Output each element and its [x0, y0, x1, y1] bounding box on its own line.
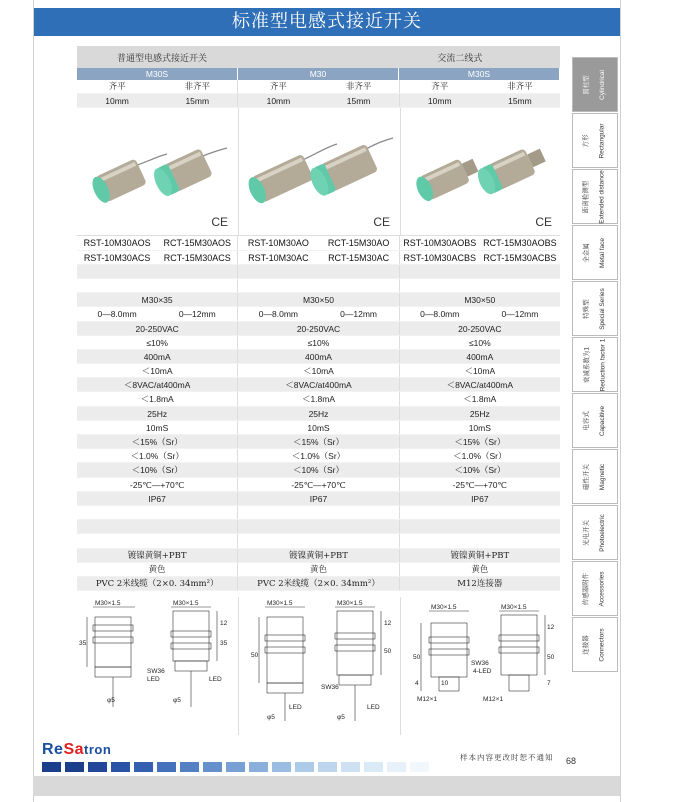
- dimension-drawing-cell: [401, 597, 562, 735]
- model-code: RST-10M30AC: [248, 252, 309, 263]
- distance-value: 15mm: [508, 96, 532, 107]
- dim-10: 10: [441, 680, 449, 688]
- spec-value: ＜1.0%（Sr）: [238, 449, 399, 462]
- color-square: [295, 762, 314, 772]
- spec-table: [77, 46, 560, 735]
- dim-4: 4: [415, 680, 419, 688]
- distance-value: 10mm: [427, 96, 452, 107]
- color-square: [318, 762, 337, 772]
- spec-row: [77, 378, 560, 392]
- connection-row: [77, 577, 560, 591]
- tab-label-cn: 方形: [583, 134, 590, 147]
- model-code: RST-10M30ACS: [83, 252, 151, 263]
- spec-row: [77, 392, 560, 406]
- tab-capacitive[interactable]: [572, 393, 618, 448]
- spec-row: [77, 463, 560, 477]
- spec-value: ＜8VAC/at400mA: [77, 378, 238, 391]
- spec-row: [77, 449, 560, 463]
- ce-mark: CE: [373, 215, 390, 230]
- spec-row: [77, 492, 560, 506]
- spec-value: ＜15%（Sr）: [454, 437, 506, 447]
- model-code: RST-10M30AOS: [83, 238, 151, 249]
- sw-label: SW36: [321, 684, 339, 692]
- tab-label-cn: 距离检测型: [583, 180, 591, 213]
- mount-label: 非齐平: [345, 82, 372, 92]
- tab-reduction-factor[interactable]: [572, 337, 618, 392]
- model-row-1: [77, 236, 560, 250]
- logo-part: Sa: [63, 741, 85, 758]
- m12-label: M12×1: [417, 696, 438, 704]
- tab-label-en: Capacitive: [598, 405, 606, 436]
- spec-value: ＜15%（Sr）: [77, 435, 238, 448]
- color-square: [203, 762, 222, 772]
- range-value: 0—12mm: [501, 309, 539, 320]
- model-code: RST-10M30AO: [247, 238, 309, 249]
- color-square: [111, 762, 130, 772]
- four-led-label: 4-LED: [473, 668, 492, 676]
- dim-12: 12: [384, 620, 392, 628]
- tab-label-en: Connectors: [599, 627, 606, 662]
- dim-50: 50: [547, 654, 555, 662]
- spec-value: IP67: [471, 493, 489, 504]
- tab-label-en: Metal face: [599, 237, 606, 268]
- model-code: RCT-15M30AOBS: [483, 238, 557, 249]
- empty-row: [77, 520, 560, 534]
- color-square: [272, 762, 291, 772]
- connection-value: PVC 2米线缆（2×0. 34mm²）: [77, 577, 238, 590]
- color-row: [77, 563, 560, 577]
- group-left-title: 普通型电感式接近开关: [117, 53, 208, 64]
- spec-value: 10mS: [468, 422, 491, 433]
- spec-value: ＜10%（Sr）: [77, 463, 238, 476]
- empty-row: [77, 534, 560, 548]
- spec-value: -25℃—+70℃: [452, 479, 507, 490]
- color-square: [134, 762, 153, 772]
- dim-50: 50: [251, 652, 259, 660]
- material-value: 镀镍黄铜+PBT: [238, 549, 399, 562]
- empty-row: [77, 279, 560, 293]
- bottom-bar: [33, 776, 620, 796]
- size-value: M30×50: [464, 295, 496, 306]
- thread-label: M30×1.5: [95, 600, 121, 608]
- size-row: [77, 293, 560, 307]
- tab-magnetic[interactable]: [572, 449, 618, 504]
- spec-value: 25Hz: [469, 408, 490, 419]
- range-value: 0—8.0mm: [420, 309, 460, 320]
- mount-label: 非齐平: [507, 82, 533, 92]
- distance-value: 15mm: [185, 96, 210, 107]
- spec-value: ≤10%: [77, 336, 238, 349]
- model-code: RST-10M30ACBS: [403, 252, 476, 263]
- dim-50: 50: [384, 648, 392, 656]
- spec-value: ＜10mA: [77, 364, 238, 377]
- product-image-cell: [77, 108, 239, 235]
- color-square: [364, 762, 383, 772]
- thread-label: M30×1.5: [337, 600, 363, 608]
- spec-value: 20-250VAC: [458, 323, 502, 334]
- model-code: RCT-15M30AOS: [163, 238, 232, 249]
- product-image-cell: [401, 108, 562, 235]
- spec-value: IP67: [238, 492, 399, 505]
- thread-label: M30×1.5: [173, 600, 199, 608]
- spec-row: [77, 350, 560, 364]
- dim-12: 12: [547, 624, 555, 632]
- size-value: M30×35: [77, 293, 238, 306]
- spec-value: ＜8VAC/at400mA: [446, 380, 514, 391]
- dim-35: 35: [79, 640, 87, 648]
- distance-value: 15mm: [346, 96, 371, 107]
- led-label: LED: [367, 704, 380, 712]
- model-code: RCT-15M30AO: [327, 238, 390, 249]
- tab-label-cn: 圆柱型: [582, 74, 590, 95]
- tab-extended-distance[interactable]: [572, 169, 618, 224]
- spec-value: 25Hz: [77, 407, 238, 420]
- phi5-label: φ5: [337, 714, 345, 722]
- change-notice: 样本内容更改时恕不通知: [460, 753, 554, 762]
- spec-row: [77, 478, 560, 492]
- color-square: [180, 762, 199, 772]
- dimension-drawing: [239, 597, 400, 735]
- category-tabs: [572, 57, 618, 673]
- material-value: 镀镍黄铜+PBT: [77, 549, 238, 562]
- mount-label: 齐平: [431, 82, 449, 92]
- color-value: 黄色: [238, 563, 399, 576]
- sw-label: SW36: [147, 668, 165, 676]
- spec-value: ＜8VAC/at400mA: [238, 378, 399, 391]
- color-square: [341, 762, 360, 772]
- tab-label-en: Photoelectric: [598, 513, 606, 552]
- tab-label-en: Rectangular: [599, 122, 606, 159]
- thread-label: M30×1.5: [267, 600, 293, 608]
- tab-label-en: Special Series: [599, 287, 606, 330]
- dimension-drawing-cell: [77, 597, 239, 735]
- product-image-cell: [239, 108, 401, 235]
- model-code: RCT-15M30AC: [328, 252, 390, 263]
- tab-label-en: Cylindrical: [598, 69, 606, 100]
- size-value: M30×50: [238, 293, 399, 306]
- color-square: [226, 762, 245, 772]
- tab-label-cn: 特殊型: [583, 298, 590, 319]
- tab-label-cn: 电容式: [582, 410, 590, 431]
- band-col-2: M30: [238, 68, 399, 80]
- range-value: 0—8.0mm: [97, 309, 137, 320]
- spec-row: [77, 322, 560, 336]
- range-value: 0—12mm: [178, 309, 216, 320]
- tab-label-cn: 全金属: [583, 242, 590, 263]
- spec-row: [77, 435, 560, 449]
- phi5-label: φ5: [267, 714, 275, 722]
- color-square: [387, 762, 406, 772]
- tab-label-cn: 连接器: [583, 634, 590, 655]
- tab-connectors[interactable]: [572, 617, 618, 672]
- color-square: [410, 762, 429, 772]
- spec-value: 25Hz: [238, 407, 399, 420]
- tab-rectangular[interactable]: [572, 113, 618, 168]
- dim-35: 35: [220, 640, 228, 648]
- spec-value: ＜1.8mA: [463, 394, 497, 405]
- spec-value: ≤10%: [238, 336, 399, 349]
- right-margin-rule: [620, 0, 621, 802]
- model-code: RST-10M30AOBS: [403, 238, 477, 249]
- range-row: [77, 307, 560, 321]
- spec-value: 20-250VAC: [77, 322, 238, 335]
- tab-label-cn: 光电开关: [582, 519, 590, 546]
- dimension-drawing-row: [77, 597, 560, 735]
- color-square: [157, 762, 176, 772]
- tab-label-cn: 磁性开关: [583, 463, 590, 490]
- tab-accessories[interactable]: [572, 561, 618, 616]
- dimension-drawing-cell: [239, 597, 401, 735]
- page-number: 68: [566, 756, 577, 766]
- page-title: 标准型电感式接近开关: [34, 8, 620, 36]
- spec-value: ＜1.8mA: [77, 392, 238, 405]
- tab-label-en: Magnetic: [599, 463, 606, 490]
- group-right-title: 交流二线式: [437, 53, 483, 64]
- mount-label: 齐平: [108, 82, 126, 92]
- tab-photoelectric[interactable]: [572, 505, 618, 560]
- spec-value: -25℃—+70℃: [77, 478, 238, 491]
- material-value: 镀镍黄铜+PBT: [450, 550, 510, 561]
- tab-special-series[interactable]: [572, 281, 618, 336]
- tab-label-cn: 衰减系数为1: [583, 346, 591, 383]
- spec-value: ＜10%（Sr）: [238, 463, 399, 476]
- range-value: 0—12mm: [340, 309, 377, 320]
- tab-label-en: Accessories: [598, 570, 606, 607]
- dim-50: 50: [413, 654, 421, 662]
- mount-label: 非齐平: [184, 82, 211, 92]
- model-row-2: [77, 251, 560, 265]
- connection-value: PVC 2米线缆（2×0. 34mm²）: [238, 577, 399, 590]
- spec-row: [77, 421, 560, 435]
- spec-value: ＜10mA: [238, 364, 399, 377]
- dimension-drawing: [401, 597, 562, 735]
- spec-value: -25℃—+70℃: [238, 478, 399, 491]
- dimension-drawing: [77, 597, 238, 735]
- left-margin-rule: [33, 0, 34, 802]
- range-value: 0—8.0mm: [258, 309, 299, 320]
- tab-label-en: Extended distance: [599, 169, 607, 224]
- tab-cylindrical[interactable]: [572, 57, 618, 112]
- spec-value: IP67: [77, 492, 238, 505]
- dim-12: 12: [220, 620, 228, 628]
- spec-value: ＜1.0%（Sr）: [77, 449, 238, 462]
- color-squares-strip: [42, 762, 433, 772]
- spec-value: 10mS: [77, 421, 238, 434]
- led-label: LED: [209, 676, 222, 684]
- spec-row: [77, 336, 560, 350]
- spec-value: 400mA: [466, 351, 494, 362]
- ce-mark: CE: [211, 215, 228, 230]
- spec-value: ≤10%: [468, 337, 491, 348]
- mount-label: 齐平: [269, 82, 287, 92]
- thread-label: M30×1.5: [501, 604, 527, 612]
- color-value: 黄色: [471, 564, 489, 575]
- tab-label-cn: 传感器附件: [582, 572, 590, 605]
- thread-label: M30×1.5: [431, 604, 457, 612]
- spec-row: [77, 407, 560, 421]
- mount-row: [77, 80, 560, 94]
- dim-7: 7: [547, 680, 551, 688]
- logo-part: Re: [42, 741, 64, 758]
- color-square: [42, 762, 61, 772]
- tab-label-en: Reduction factor 1: [599, 338, 607, 391]
- color-square: [65, 762, 84, 772]
- led-label: LED: [289, 704, 302, 712]
- spec-value: 400mA: [77, 350, 238, 363]
- color-value: 黄色: [77, 563, 238, 576]
- logo-part: tron: [84, 742, 112, 757]
- sw-label: SW36: [471, 660, 489, 668]
- empty-row: [77, 265, 560, 279]
- distance-value: 10mm: [266, 96, 291, 107]
- band-col-3: M30S: [399, 68, 560, 80]
- brand-logo: [42, 741, 111, 759]
- spec-value: 20-250VAC: [238, 322, 399, 335]
- phi5-label: φ5: [173, 697, 181, 705]
- led-label: LED: [147, 676, 160, 684]
- band-col-1: M30S: [77, 68, 238, 80]
- color-square: [249, 762, 268, 772]
- spec-value: ＜10mA: [464, 366, 496, 377]
- model-code: RCT-15M30ACBS: [483, 252, 557, 263]
- empty-row: [77, 506, 560, 520]
- group-title-row: [77, 46, 560, 68]
- tab-metal-face[interactable]: [572, 225, 618, 280]
- product-image-row: [77, 108, 560, 236]
- connection-value: M12连接器: [457, 578, 503, 589]
- phi5-label: φ5: [107, 697, 115, 705]
- color-square: [88, 762, 107, 772]
- distance-value: 10mm: [105, 96, 129, 107]
- ce-mark: CE: [535, 215, 552, 230]
- spec-value: 400mA: [238, 350, 399, 363]
- spec-value: ＜15%（Sr）: [238, 435, 399, 448]
- spec-row: [77, 364, 560, 378]
- thread-band: [77, 68, 560, 80]
- model-code: RCT-15M30ACS: [163, 252, 231, 263]
- m12-label: M12×1: [483, 696, 504, 704]
- spec-value: ＜1.8mA: [238, 392, 399, 405]
- spec-value: ＜10%（Sr）: [454, 465, 506, 476]
- spec-value: ＜1.0%（Sr）: [453, 451, 507, 462]
- material-row: [77, 549, 560, 563]
- distance-row: [77, 94, 560, 108]
- spec-value: 10mS: [238, 421, 399, 434]
